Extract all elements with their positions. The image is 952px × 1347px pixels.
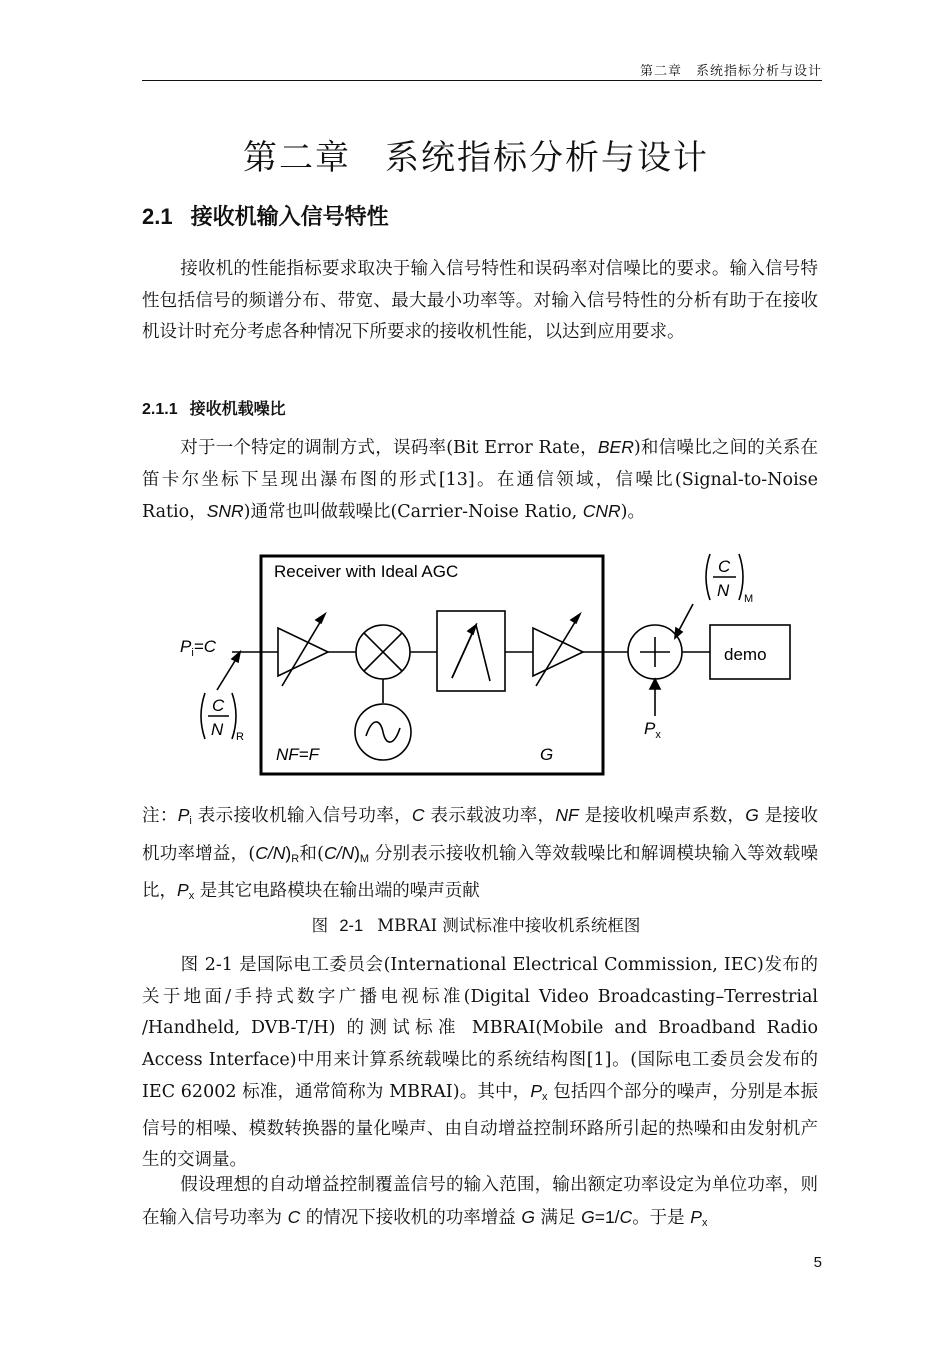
p4-eq: G bbox=[581, 1206, 595, 1227]
note-t2: 表示接收机输入信号功率， bbox=[191, 806, 412, 826]
paragraph-3 bbox=[142, 950, 818, 1177]
note-t4: 是接收机噪声系数， bbox=[578, 806, 746, 826]
paragraph-2 bbox=[142, 432, 818, 529]
note-p: P bbox=[177, 805, 190, 825]
note-t3: 表示载波功率， bbox=[424, 806, 556, 826]
p4-c2: C bbox=[619, 1206, 633, 1227]
oscillator-wave bbox=[366, 722, 400, 742]
paragraph-4 bbox=[142, 1170, 818, 1239]
px-label: $P_x$ bbox=[644, 719, 661, 741]
note-r: R bbox=[291, 852, 300, 865]
chapter-title bbox=[0, 130, 952, 179]
section-title: 接收机输入信号特性 bbox=[190, 205, 389, 230]
cn-in-c: C bbox=[212, 696, 225, 715]
page-number: 5 bbox=[813, 1254, 822, 1271]
lna-arrowhead bbox=[316, 614, 325, 623]
note-t6: 和( bbox=[299, 843, 324, 864]
note-cn2: C/N bbox=[323, 842, 355, 863]
p2-cnr: CNR bbox=[582, 501, 621, 521]
chapter-number: 第二章 bbox=[243, 138, 351, 178]
p4-s5: 。于是 bbox=[632, 1207, 691, 1228]
vga-triangle bbox=[533, 628, 583, 676]
figure-caption bbox=[0, 912, 952, 936]
caption-prefix: 图 bbox=[311, 916, 329, 935]
figure-note: 注：$P_i$ 表示接收机输入信号功率，C 表示载波功率，NF 是接收机噪声系数，G 是接收机功率增益，$(C/N)_R$和$(C/N)_M$ 分别表示接收机输入等效载噪比和解调模块输入等效载噪比，$P_x$ 是其它电路模块在输出端的噪声贡献 bbox=[142, 805, 819, 902]
p3-px: P bbox=[530, 1081, 543, 1101]
paragraph-1 bbox=[142, 254, 818, 349]
gain-label: G bbox=[540, 745, 554, 764]
p4-c: C bbox=[287, 1206, 301, 1227]
receiver-block-diagram bbox=[170, 548, 810, 788]
note-cn1: C/N bbox=[255, 842, 286, 863]
section-number: 2.1 bbox=[142, 204, 173, 229]
cn-in-n: N bbox=[211, 720, 224, 739]
p3-s2: 包括四个部分的噪声，分别是本振信号的相噪、模数转换器的量化噪声、由自动增益控制环路所引起的热噪和由发射机产生的交调量。 bbox=[142, 1082, 818, 1170]
note-t5: 是接收机功率增益，( bbox=[142, 806, 819, 864]
cn-out-sub: M bbox=[744, 593, 754, 605]
cn-out-c: C bbox=[718, 557, 731, 576]
note-x: x bbox=[188, 890, 195, 902]
p2-ber: BER bbox=[597, 437, 634, 457]
section-heading bbox=[142, 200, 389, 231]
p3-s1: 图 2-1 是国际电工委员会(International Electrical Commission, IEC)发布的关于地面/手持式数字广播电视标准(Digital Video Broadcasting–Terrestrial /Handheld, DVB-T/H) 的测试标准 MBRAI(Mobile and Broadband Radio Access Interface)中用来计算系统载噪比的系统结构图[1]。(国际电工委员会发布的 IEC 62002 标准，通常简称为 MBRAI)。其中， bbox=[142, 955, 818, 1102]
p2-s4: )。 bbox=[620, 502, 645, 522]
note-i: i bbox=[189, 815, 192, 827]
p2-s2: )和信噪比之间的关系在笛卡尔坐标下呈现出瀑布图的形式[13]。在通信领域，信噪比(Signal-to-Noise Ratio， bbox=[142, 438, 818, 522]
p4-s3: 满足 bbox=[534, 1207, 582, 1228]
running-head: 第二章 系统指标分析与设计 bbox=[639, 64, 822, 79]
subsection-title: 接收机载噪比 bbox=[189, 399, 286, 418]
p4-px: P bbox=[690, 1206, 702, 1227]
lna-variable-arrow bbox=[282, 614, 325, 686]
receiver-box-title: Receiver with Ideal AGC bbox=[274, 562, 459, 581]
header-rule bbox=[142, 80, 822, 81]
p2-snr: SNR bbox=[206, 501, 244, 521]
p4-g: G bbox=[521, 1206, 535, 1227]
input-power-label: $P_i=C$ bbox=[180, 637, 217, 659]
chapter-name: 系统指标分析与设计 bbox=[385, 138, 709, 178]
p4-x: x bbox=[701, 1216, 708, 1229]
caption-number: 2-1 bbox=[339, 917, 364, 935]
note-g: G bbox=[745, 805, 759, 825]
note-nf: NF bbox=[555, 805, 579, 825]
cn-out-n: N bbox=[717, 581, 730, 600]
p4-s4: =1/ bbox=[594, 1206, 620, 1227]
note-t7: 分别表示接收机输入等效载噪比和解调模块输入等效载噪比， bbox=[142, 843, 819, 901]
caption-text: MBRAI 测试标准中接收机系统框图 bbox=[377, 916, 641, 935]
nf-label: NF=F bbox=[276, 745, 319, 764]
vga-variable-arrow bbox=[536, 614, 580, 686]
p2-s3: )通常也叫做载噪比(Carrier-Noise Ratio, bbox=[243, 502, 583, 522]
p4-s1: 假设理想的自动增益控制覆盖信号的输入范围，输出额定功率设定为单位功率，则在输入信号功率为 bbox=[142, 1175, 818, 1228]
filter-box bbox=[437, 611, 505, 691]
subsection-number: 2.1.1 bbox=[142, 401, 178, 418]
paragraph-1-text: 接收机的性能指标要求取决于输入信号特性和误码率对信噪比的要求。输入信号特性包括信号的频谱分布、带宽、最大最小功率等。对输入信号特性的分析有助于在接收机设计时充分考虑各种情况下所要求的接收机性能，以达到应用要求。 bbox=[142, 259, 818, 342]
p4-s2: 的情况下接收机的功率增益 bbox=[300, 1207, 522, 1228]
px-arrowhead bbox=[650, 679, 660, 689]
subsection-heading bbox=[142, 396, 286, 419]
cn-in-sub: R bbox=[236, 731, 244, 743]
p2-s1: 对于一个特定的调制方式，误码率(Bit Error Rate， bbox=[180, 438, 598, 458]
note-t1: 注： bbox=[142, 806, 178, 826]
receiver-box bbox=[261, 556, 603, 774]
note-t8: 是其它电路模块在输出端的噪声贡献 bbox=[194, 881, 480, 901]
p3-x: x bbox=[542, 1091, 548, 1103]
demo-label: demo bbox=[724, 645, 767, 664]
note-m: M bbox=[359, 852, 370, 865]
note-c: C bbox=[411, 805, 425, 825]
note-px: P bbox=[177, 880, 189, 900]
